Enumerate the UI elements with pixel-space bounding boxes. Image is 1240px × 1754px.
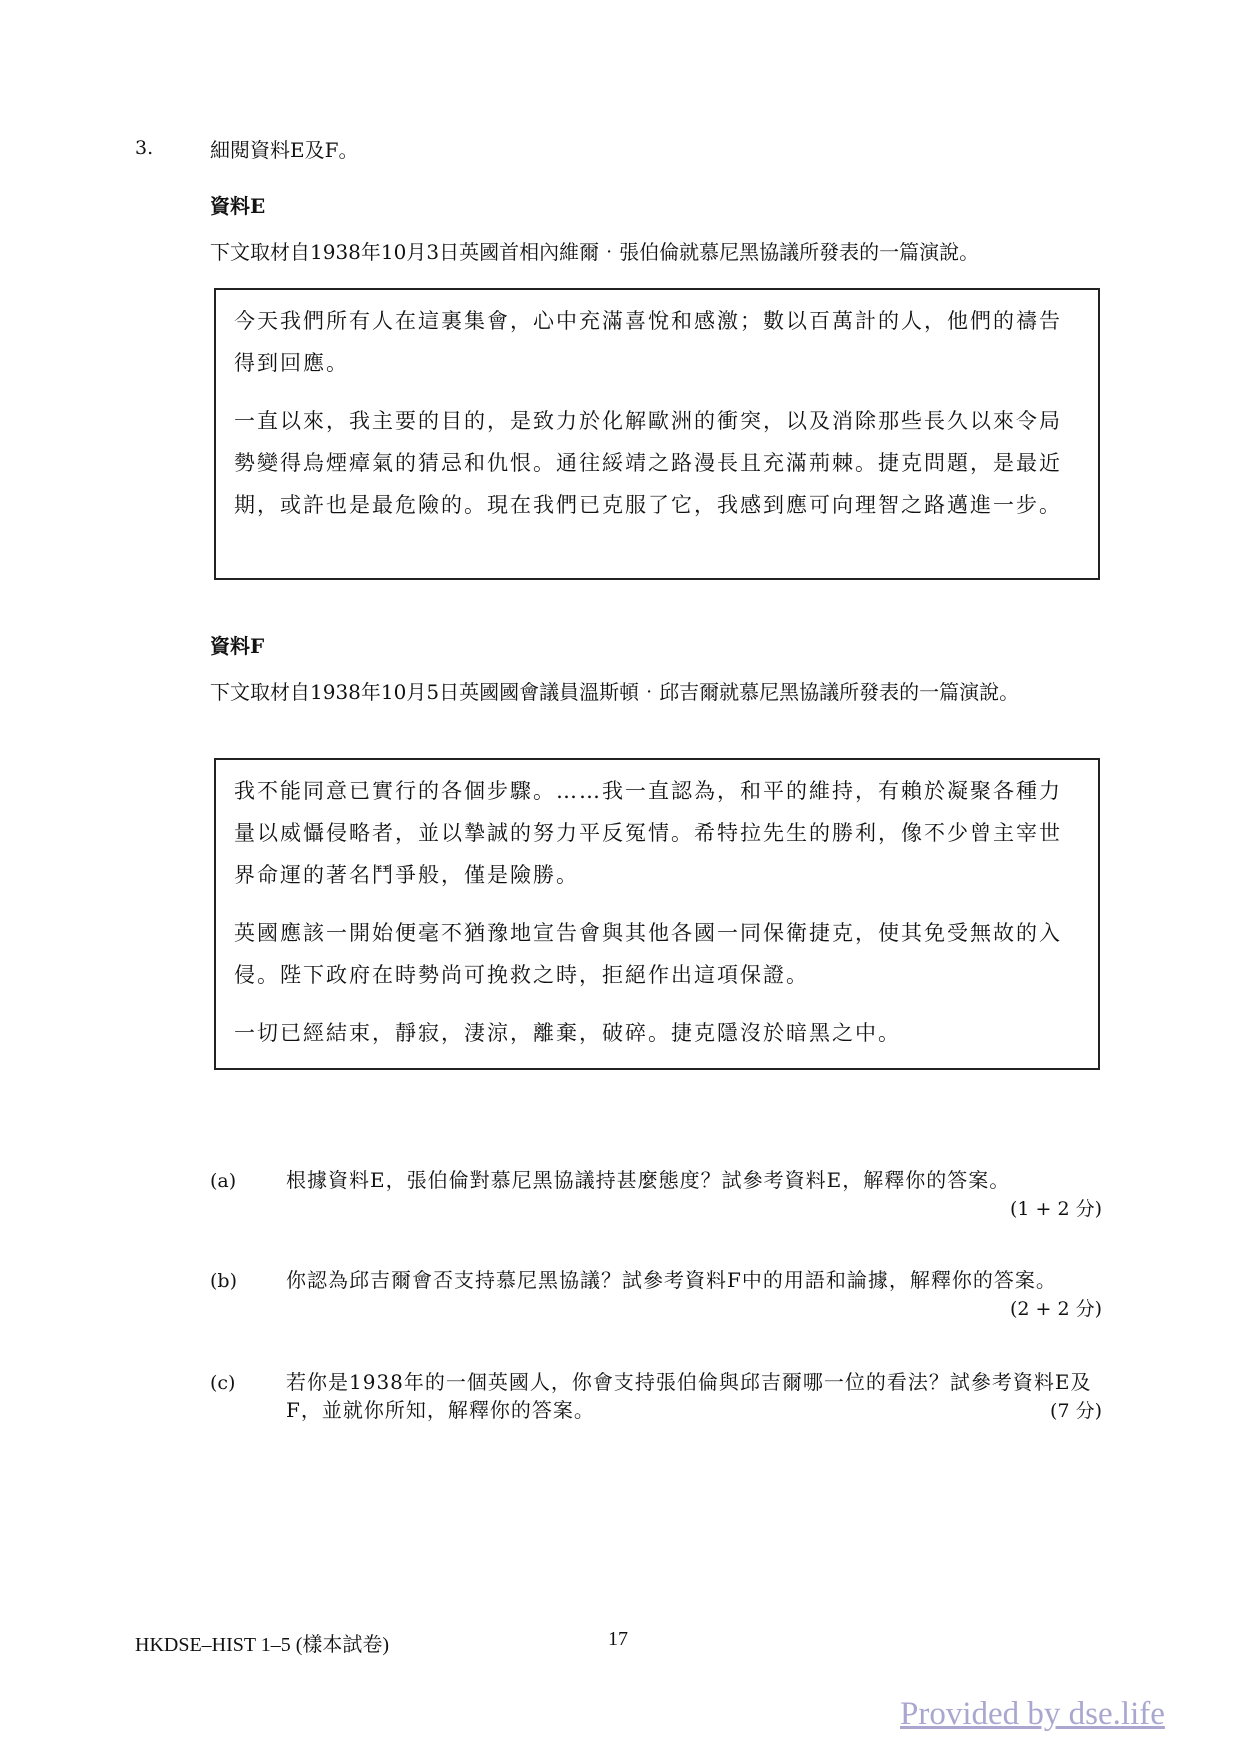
source-f-paragraph: 一切已經結束，靜寂，淒涼，離棄，破碎。捷克隱沒於暗黑之中。: [234, 1021, 901, 1045]
subquestion-b-label: (b): [210, 1270, 237, 1292]
subquestion-b-marks: (2 + 2 分): [1009, 1298, 1102, 1320]
source-f-intro: 下文取材自1938年10月5日英國國會議員溫斯頓‧邱吉爾就慕尼黑協議所發表的一篇演說。: [210, 680, 1020, 704]
source-f-paragraph: 我不能同意已實行的各個步驟。……我一直認為，和平的維持，有賴於凝聚各種力量以威懾侵略者，並以摯誠的努力平反冤情。希特拉先生的勝利，像不少曾主宰世界命運的著名鬥爭般，僅是險勝。: [234, 779, 1062, 887]
source-e-intro: 下文取材自1938年10月3日英國首相內維爾‧張伯倫就慕尼黑協議所發表的一篇演說。: [210, 240, 980, 264]
source-e-heading: 資料E: [210, 194, 266, 218]
subquestion-b-text: 你認為邱吉爾會否支持慕尼黑協議？試參考資料F中的用語和論據，解釋你的答案。: [286, 1268, 1057, 1292]
source-e-box: [214, 288, 1100, 580]
subquestion-a-label: (a): [210, 1170, 237, 1192]
watermark-text: Provided by dse.life: [900, 1696, 1165, 1732]
subquestion-a-text: 根據資料E，張伯倫對慕尼黑協議持甚麼態度？試參考資料E，解釋你的答案。: [286, 1168, 1011, 1192]
footer-page-number: 17: [608, 1628, 628, 1650]
question-number: 3.: [135, 137, 154, 159]
subquestion-a-marks: (1 + 2 分): [1009, 1198, 1102, 1220]
subquestion-c-text: 若你是1938年的一個英國人，你會支持張伯倫與邱吉爾哪一位的看法？試參考資料E及F，並就你所知，解釋你的答案。: [286, 1370, 1092, 1422]
source-e-paragraph: 今天我們所有人在這裏集會，心中充滿喜悅和感激；數以百萬計的人，他們的禱告得到回應。: [234, 309, 1062, 375]
source-f-box: [214, 758, 1100, 1070]
footer-paper-code: HKDSE–HIST 1–5 (樣本試卷): [135, 1634, 390, 1656]
source-e-paragraph: 一直以來，我主要的目的，是致力於化解歐洲的衝突，以及消除那些長久以來令局勢變得烏煙瘴氣的猜忌和仇恨。通往綏靖之路漫長且充滿荊棘。捷克問題，是最近期，或許也是最危險的。現在我們已克服了它，我感到應可向理智之路邁進一步。: [234, 409, 1062, 517]
source-f-heading: 資料F: [210, 634, 265, 658]
question-instruction: 細閱資料E及F。: [210, 138, 359, 162]
subquestion-c-label: (c): [210, 1372, 236, 1394]
source-f-paragraph: 英國應該一開始便毫不猶豫地宣告會與其他各國一同保衛捷克，使其免受無故的入侵。陛下政府在時勢尚可挽救之時，拒絕作出這項保證。: [234, 921, 1062, 987]
subquestion-c-marks: (7 分): [1050, 1400, 1102, 1422]
